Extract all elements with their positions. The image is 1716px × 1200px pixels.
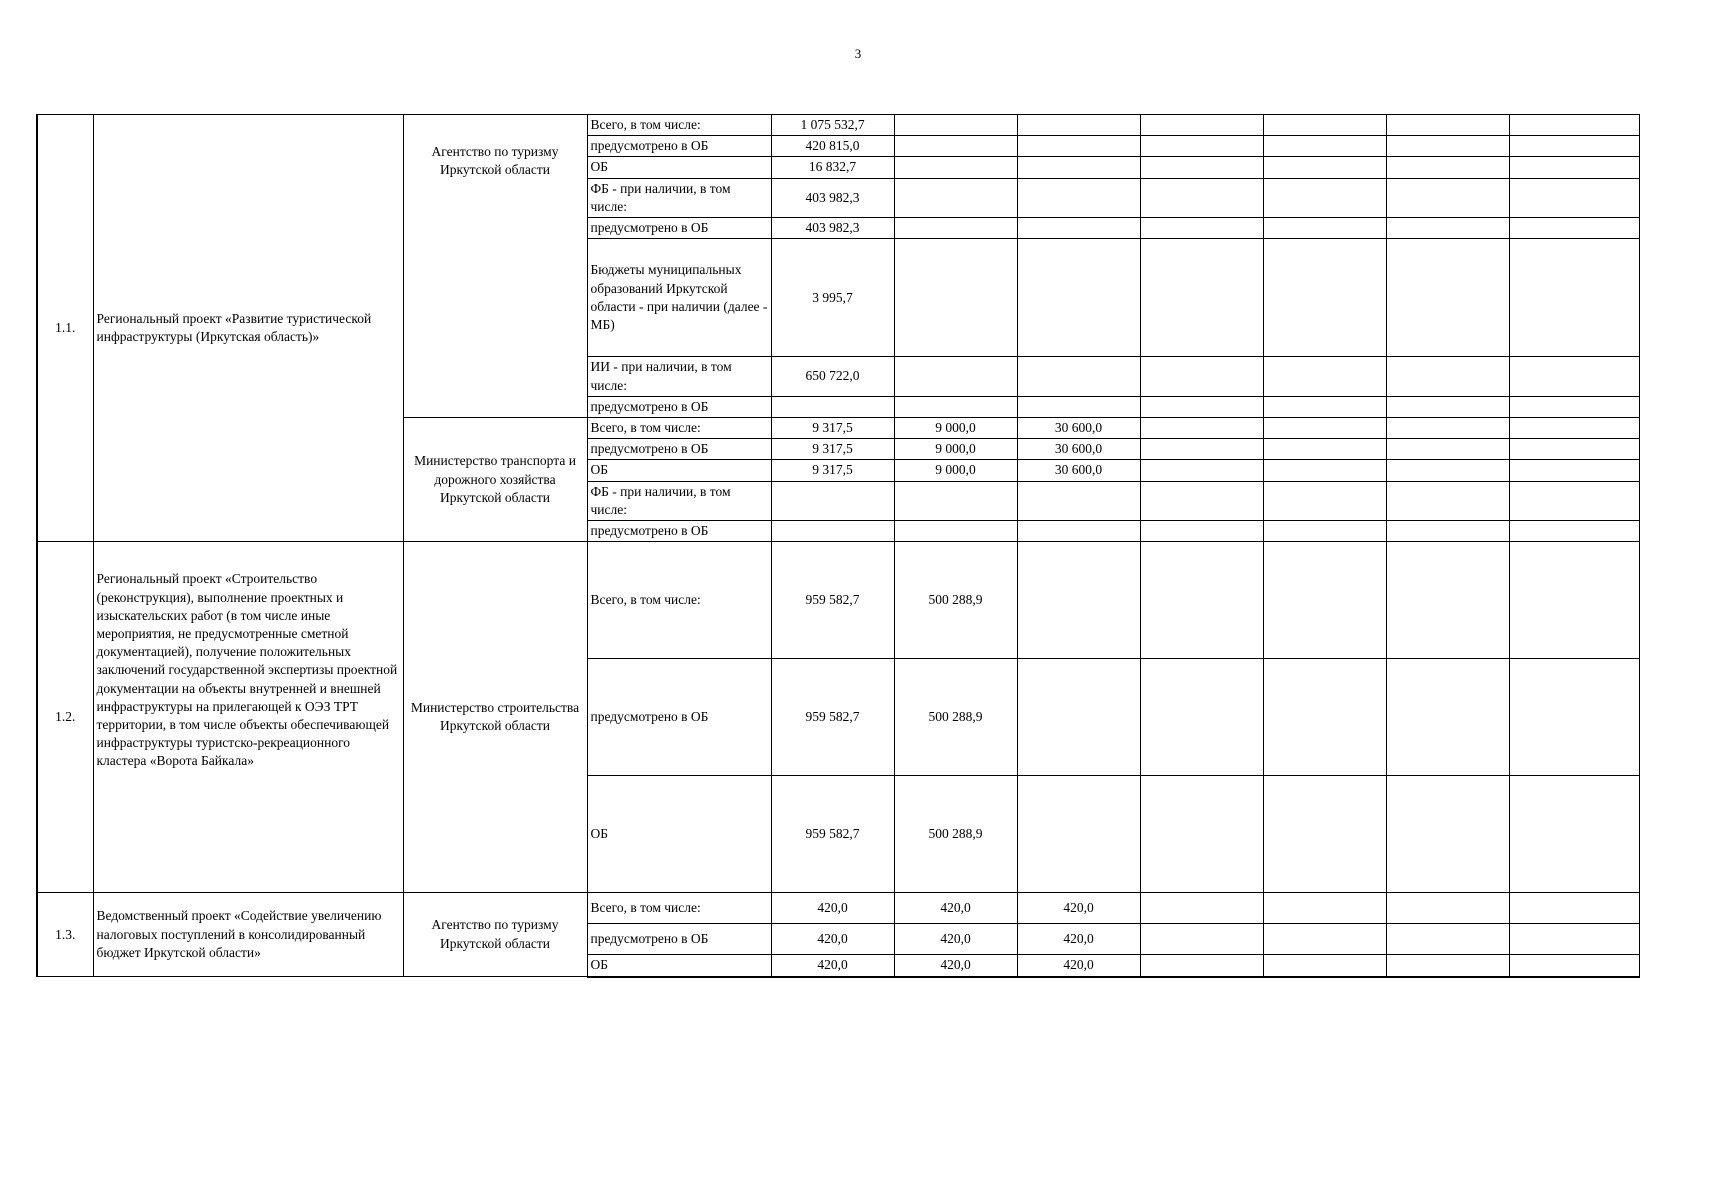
- funding-value: [1386, 460, 1509, 481]
- item-name: Региональный проект «Строительство (реконструкция), выполнение проектных и изыскательских работ (в том числе иные мероприятия, не предусмотренные сметной документацией), получение положительных заключений государственной экспертизы проектной документации на объекты внутренней и внешней инфраструктуры на прилегающей к ОЭЗ ТРТ территории, в том числе объекты обеспечивающей инфраструктуры туристско-рекреационного кластера «Ворота Байкала»: [93, 542, 403, 893]
- funding-value: [1017, 659, 1140, 776]
- funding-value: [1017, 178, 1140, 217]
- funding-value: [1509, 439, 1639, 460]
- funding-value: [894, 481, 1017, 520]
- funding-value: [1017, 396, 1140, 417]
- funding-value: [1509, 460, 1639, 481]
- funding-value: 650 722,0: [771, 357, 894, 396]
- funding-value: [1386, 542, 1509, 659]
- funding-value: 420,0: [894, 955, 1017, 977]
- funding-value: 420 815,0: [771, 136, 894, 157]
- funding-value: 420,0: [894, 893, 1017, 924]
- funding-value: [1263, 893, 1386, 924]
- funding-source: предусмотрено в ОБ: [587, 924, 771, 955]
- funding-value: 403 982,3: [771, 178, 894, 217]
- funding-value: [1386, 776, 1509, 893]
- funding-value: 16 832,7: [771, 157, 894, 178]
- funding-value: [1140, 955, 1263, 977]
- funding-value: [1386, 893, 1509, 924]
- funding-value: [1140, 396, 1263, 417]
- funding-source: предусмотрено в ОБ: [587, 439, 771, 460]
- funding-value: [1386, 417, 1509, 438]
- funding-value: [1509, 776, 1639, 893]
- funding-source: Всего, в том числе:: [587, 542, 771, 659]
- funding-value: 1 075 532,7: [771, 115, 894, 136]
- funding-value: [1263, 115, 1386, 136]
- page-number: 3: [854, 46, 862, 61]
- funding-source: ОБ: [587, 460, 771, 481]
- funding-value: [1263, 396, 1386, 417]
- funding-value: [1386, 396, 1509, 417]
- funding-value: [1017, 481, 1140, 520]
- funding-value: [1263, 178, 1386, 217]
- item-name: Региональный проект «Развитие туристической инфраструктуры (Иркутская область)»: [93, 115, 403, 542]
- funding-value: [1263, 218, 1386, 239]
- funding-value: [1509, 157, 1639, 178]
- funding-value: 420,0: [771, 955, 894, 977]
- funding-value: [1017, 521, 1140, 542]
- funding-source: предусмотрено в ОБ: [587, 521, 771, 542]
- funding-value: 30 600,0: [1017, 460, 1140, 481]
- funding-value: [1263, 776, 1386, 893]
- funding-value: [1140, 924, 1263, 955]
- funding-value: [1017, 136, 1140, 157]
- funding-source: ОБ: [587, 157, 771, 178]
- funding-value: [1263, 460, 1386, 481]
- funding-source: ОБ: [587, 955, 771, 977]
- item-number: 1.2.: [37, 542, 93, 893]
- funding-value: 30 600,0: [1017, 417, 1140, 438]
- funding-value: [1140, 417, 1263, 438]
- item-number: 1.1.: [37, 115, 93, 542]
- funding-value: [1509, 659, 1639, 776]
- funding-value: 9 317,5: [771, 417, 894, 438]
- funding-value: [894, 239, 1017, 357]
- funding-value: [1017, 542, 1140, 659]
- funding-value: [894, 178, 1017, 217]
- funding-value: [1017, 218, 1140, 239]
- funding-value: [1140, 481, 1263, 520]
- funding-value: [1509, 924, 1639, 955]
- funding-value: [771, 396, 894, 417]
- executor-name: Министерство транспорта и дорожного хозяйства Иркутской области: [403, 417, 587, 541]
- funding-value: [1017, 357, 1140, 396]
- funding-value: [1263, 659, 1386, 776]
- funding-value: [894, 218, 1017, 239]
- funding-value: [1140, 136, 1263, 157]
- funding-value: [1386, 659, 1509, 776]
- funding-value: 500 288,9: [894, 542, 1017, 659]
- funding-source: предусмотрено в ОБ: [587, 218, 771, 239]
- funding-value: 959 582,7: [771, 659, 894, 776]
- table-row: [37, 893, 1639, 924]
- funding-value: 420,0: [894, 924, 1017, 955]
- funding-value: [771, 481, 894, 520]
- funding-source: Бюджеты муниципальных образований Иркутской области - при наличии (далее - МБ): [587, 239, 771, 357]
- funding-value: [1509, 396, 1639, 417]
- funding-source: Всего, в том числе:: [587, 417, 771, 438]
- funding-value: 420,0: [1017, 955, 1140, 977]
- funding-value: [1140, 460, 1263, 481]
- funding-value: 403 982,3: [771, 218, 894, 239]
- funding-value: 420,0: [1017, 893, 1140, 924]
- funding-value: [1140, 239, 1263, 357]
- executor-name: Агентство по туризму Иркутской области: [403, 115, 587, 418]
- funding-value: 420,0: [1017, 924, 1140, 955]
- funding-value: [1386, 218, 1509, 239]
- funding-value: 420,0: [771, 924, 894, 955]
- item-name: Ведомственный проект «Содействие увеличению налоговых поступлений в консолидированный бюджет Иркутской области»: [93, 893, 403, 977]
- funding-value: [1386, 115, 1509, 136]
- funding-value: [1140, 893, 1263, 924]
- funding-source: ИИ - при наличии, в том числе:: [587, 357, 771, 396]
- funding-source: ФБ - при наличии, в том числе:: [587, 178, 771, 217]
- funding-value: [1263, 439, 1386, 460]
- executor-name: Министерство строительства Иркутской области: [403, 542, 587, 893]
- funding-value: [894, 157, 1017, 178]
- funding-value: 9 317,5: [771, 460, 894, 481]
- funding-value: [1263, 239, 1386, 357]
- funding-value: [1140, 218, 1263, 239]
- funding-value: [1509, 239, 1639, 357]
- funding-source: Всего, в том числе:: [587, 115, 771, 136]
- funding-value: [1386, 955, 1509, 977]
- funding-value: 500 288,9: [894, 776, 1017, 893]
- funding-value: [1386, 521, 1509, 542]
- funding-source: предусмотрено в ОБ: [587, 659, 771, 776]
- funding-value: [1386, 178, 1509, 217]
- funding-value: [1140, 357, 1263, 396]
- funding-value: [1509, 218, 1639, 239]
- funding-source: Всего, в том числе:: [587, 893, 771, 924]
- funding-value: [1263, 521, 1386, 542]
- funding-value: [1140, 776, 1263, 893]
- funding-value: [1386, 136, 1509, 157]
- funding-value: 959 582,7: [771, 776, 894, 893]
- funding-value: [1263, 481, 1386, 520]
- funding-value: 30 600,0: [1017, 439, 1140, 460]
- table-row: [37, 542, 1639, 659]
- executor-name: Агентство по туризму Иркутской области: [403, 893, 587, 977]
- funding-source: предусмотрено в ОБ: [587, 396, 771, 417]
- funding-value: [1386, 439, 1509, 460]
- funding-value: [1509, 115, 1639, 136]
- funding-value: [1140, 521, 1263, 542]
- table-row: [37, 115, 1639, 136]
- funding-value: [1386, 239, 1509, 357]
- funding-table: [36, 114, 1640, 978]
- funding-value: [1263, 417, 1386, 438]
- funding-value: [1017, 776, 1140, 893]
- funding-value: [1140, 115, 1263, 136]
- funding-value: [894, 136, 1017, 157]
- funding-value: 9 000,0: [894, 460, 1017, 481]
- funding-value: 9 000,0: [894, 439, 1017, 460]
- funding-value: [1263, 357, 1386, 396]
- funding-value: [1509, 893, 1639, 924]
- funding-value: 3 995,7: [771, 239, 894, 357]
- funding-value: [1140, 542, 1263, 659]
- funding-value: [1386, 481, 1509, 520]
- funding-value: [1509, 417, 1639, 438]
- funding-value: [1386, 924, 1509, 955]
- funding-value: [1140, 439, 1263, 460]
- funding-value: [771, 521, 894, 542]
- funding-value: 9 000,0: [894, 417, 1017, 438]
- funding-value: 500 288,9: [894, 659, 1017, 776]
- funding-value: [1509, 136, 1639, 157]
- funding-value: [1263, 955, 1386, 977]
- funding-value: [894, 521, 1017, 542]
- funding-value: 420,0: [771, 893, 894, 924]
- funding-value: [1140, 659, 1263, 776]
- funding-value: [1509, 542, 1639, 659]
- funding-source: предусмотрено в ОБ: [587, 136, 771, 157]
- funding-value: [894, 357, 1017, 396]
- funding-value: [1263, 542, 1386, 659]
- funding-value: [1140, 178, 1263, 217]
- funding-value: 959 582,7: [771, 542, 894, 659]
- funding-value: 9 317,5: [771, 439, 894, 460]
- funding-value: [1017, 157, 1140, 178]
- funding-value: [1509, 955, 1639, 977]
- funding-value: [1509, 178, 1639, 217]
- funding-value: [1386, 157, 1509, 178]
- funding-source: ОБ: [587, 776, 771, 893]
- funding-value: [1509, 481, 1639, 520]
- funding-value: [1140, 157, 1263, 178]
- funding-value: [1509, 521, 1639, 542]
- funding-value: [894, 396, 1017, 417]
- funding-value: [1017, 239, 1140, 357]
- funding-value: [1263, 157, 1386, 178]
- funding-source: ФБ - при наличии, в том числе:: [587, 481, 771, 520]
- funding-value: [1386, 357, 1509, 396]
- funding-value: [1509, 357, 1639, 396]
- funding-value: [1263, 136, 1386, 157]
- funding-value: [1263, 924, 1386, 955]
- item-number: 1.3.: [37, 893, 93, 977]
- funding-value: [1017, 115, 1140, 136]
- funding-value: [894, 115, 1017, 136]
